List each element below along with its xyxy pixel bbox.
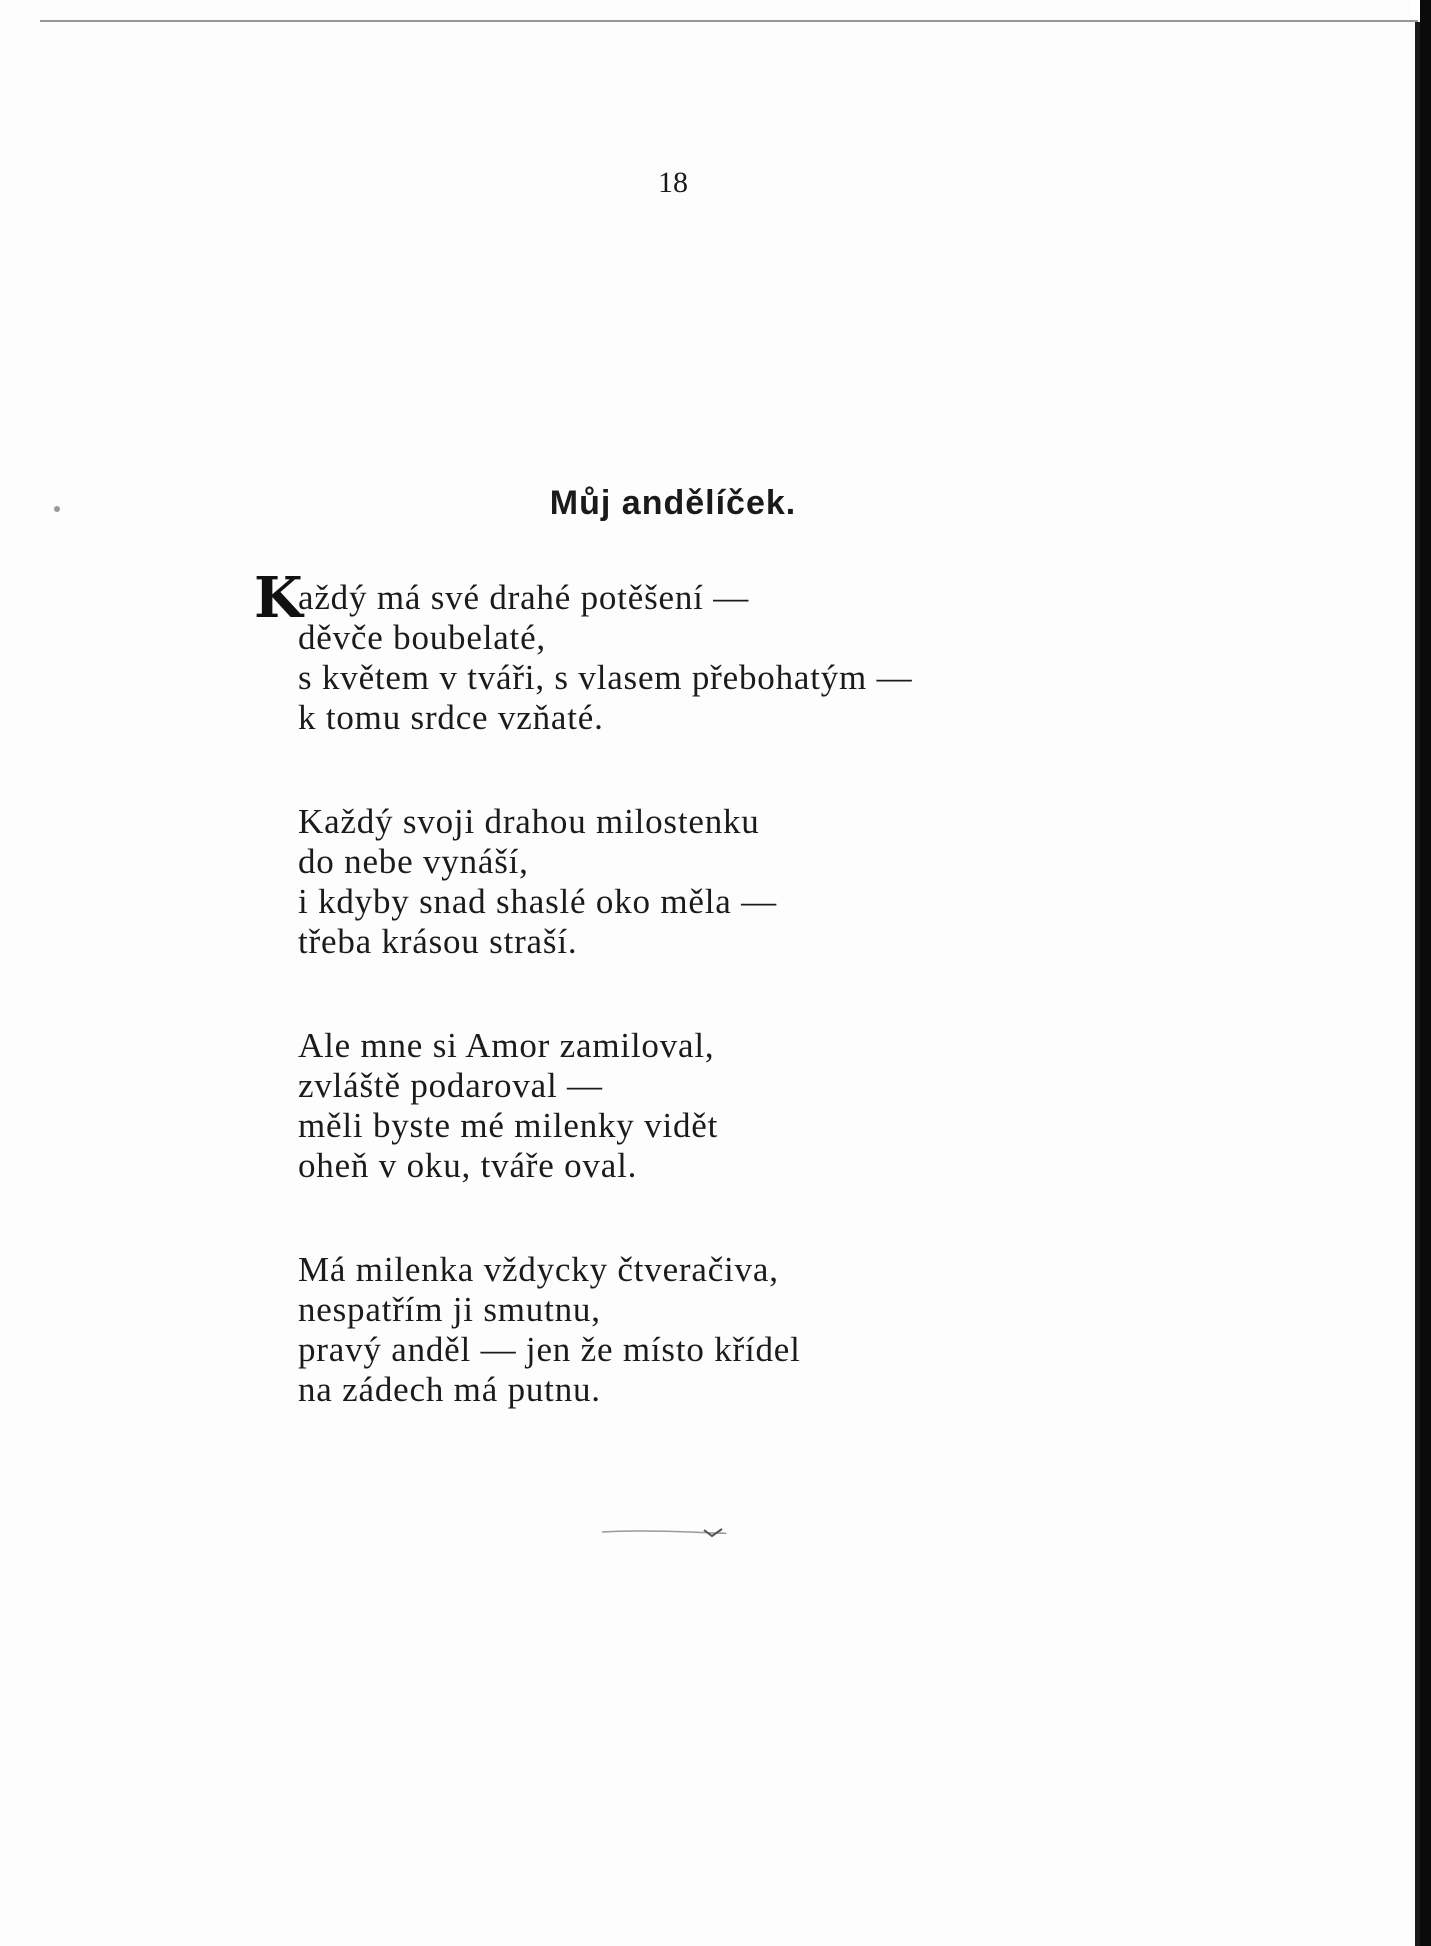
poem-body <box>254 565 913 1410</box>
poem-title: Můj andělíček. <box>549 484 797 522</box>
verse-line: na zádech má putnu. <box>298 1370 601 1409</box>
verse-line: s květem v tváři, s vlasem přebohatým — <box>298 658 913 697</box>
page-number: 18 <box>658 166 688 199</box>
verse-line: Ale mne si Amor zamiloval, <box>298 1026 715 1065</box>
stanza-2 <box>298 802 912 962</box>
first-line-wrapper <box>254 565 912 631</box>
stanza-3 <box>298 1026 912 1186</box>
verse-line: nespatřím ji smutnu, <box>298 1290 601 1329</box>
end-ornament-icon <box>600 1524 740 1540</box>
drop-cap-initial: K <box>254 565 304 631</box>
stanza-1 <box>254 565 913 738</box>
verse-line: zvláště podaroval — <box>298 1066 603 1105</box>
page-top-edge <box>40 20 1418 22</box>
verse-line: Má milenka vždycky čtveračiva, <box>298 1250 779 1289</box>
verse-line: pravý anděl — jen že místo křídel <box>298 1330 801 1369</box>
scan-border <box>1420 0 1431 1946</box>
verse-line: aždý má své drahé potěšení — <box>298 578 749 617</box>
verse-line: do nebe vynáší, <box>298 842 529 881</box>
verse-line: Každý svoji drahou milostenku <box>298 802 760 841</box>
verse-line: oheň v oku, tváře oval. <box>298 1146 638 1185</box>
verse-line: i kdyby snad shaslé oko měla — <box>298 882 777 921</box>
verse-line: děvče boubelaté, <box>298 618 546 657</box>
stanza-4 <box>298 1250 912 1410</box>
verse-line: měli byste mé milenky vidět <box>298 1106 719 1145</box>
verse-line: třeba krásou straší. <box>298 922 578 961</box>
verse-line: k tomu srdce vzňaté. <box>298 698 604 737</box>
